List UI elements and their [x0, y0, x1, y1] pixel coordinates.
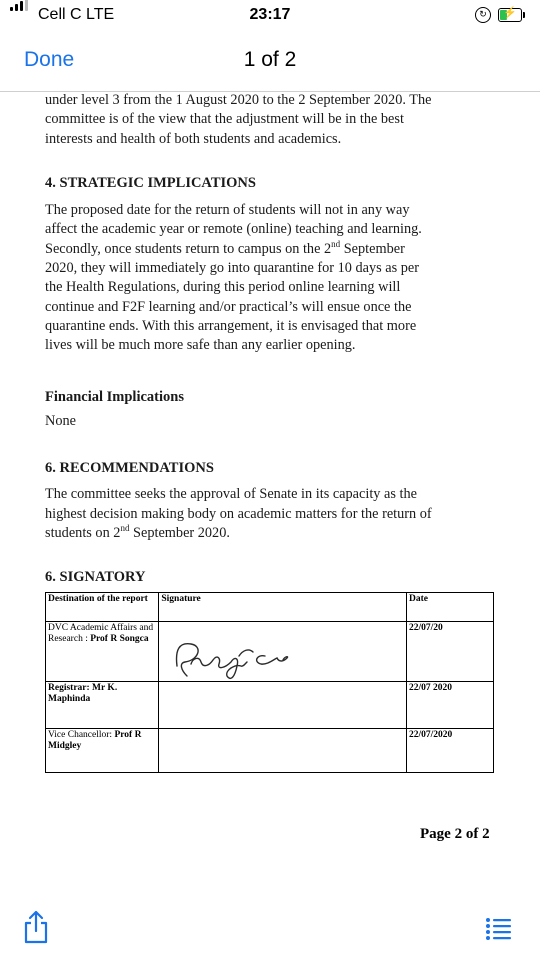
- carrier-label: Cell C LTE: [38, 6, 115, 23]
- financial-heading: Financial Implications: [45, 388, 184, 405]
- battery-charging-icon: ⚡: [498, 8, 522, 22]
- table-cell-destination: Registrar: Mr K. Maphinda: [46, 682, 159, 729]
- handwritten-signature: [169, 636, 349, 686]
- table-cell-signature: [159, 682, 407, 729]
- table-cell-date: 22/07/20: [407, 622, 494, 682]
- intro-line: committee is of the view that the adjustment will be in the best: [45, 111, 404, 128]
- table-cell-destination: Vice Chancellor: Prof R Midgley: [46, 729, 159, 773]
- strategic-line: Secondly, once students return to campus on the 2nd September: [45, 239, 405, 257]
- orientation-lock-icon: ↻: [475, 7, 491, 23]
- status-bar: [0, 0, 540, 32]
- share-icon[interactable]: [22, 910, 50, 944]
- table-cell-date: 22/07 2020: [407, 682, 494, 729]
- recommendations-heading: 6. RECOMMENDATIONS: [45, 460, 214, 477]
- document-page: [45, 91, 505, 588]
- recommendation-line: The committee seeks the approval of Senate in its capacity as the: [45, 486, 417, 503]
- signatory-table: [45, 592, 494, 773]
- strategic-line: the Health Regulations, during this period online learning will: [45, 279, 401, 296]
- table-row: [46, 729, 494, 773]
- strategic-line: continue and F2F learning and/or practical’s will ensue once the: [45, 298, 412, 315]
- signatory-heading: 6. SIGNATORY: [45, 569, 146, 586]
- financial-text: None: [45, 412, 76, 429]
- bottom-toolbar: [0, 896, 540, 960]
- list-icon[interactable]: [485, 916, 513, 942]
- table-cell-date: 22/07/2020: [407, 729, 494, 773]
- recommendation-line: students on 2nd September 2020.: [45, 523, 230, 542]
- status-time: 23:17: [249, 6, 291, 23]
- intro-line: interests and health of both students and academics.: [45, 130, 342, 147]
- strategic-heading: 4. STRATEGIC IMPLICATIONS: [45, 174, 256, 191]
- table-cell-signature: [159, 729, 407, 773]
- table-header-destination: Destination of the report: [46, 593, 159, 622]
- page-footer: Page 2 of 2: [420, 826, 490, 842]
- strategic-line: quarantine ends. With this arrangement, it is envisaged that more: [45, 317, 417, 334]
- strategic-line: 2020, they will immediately go into quarantine for 10 days as per: [45, 260, 420, 277]
- strategic-line: affect the academic year or remote (online) teaching and learning.: [45, 221, 422, 238]
- table-row: [46, 593, 494, 622]
- done-button[interactable]: Done: [24, 48, 75, 71]
- table-row: [46, 622, 494, 682]
- recommendation-line: highest decision making body on academic matters for the return of: [45, 505, 432, 522]
- table-cell-destination: DVC Academic Affairs and Research : Prof R Songca: [46, 622, 159, 682]
- table-header-date: Date: [407, 593, 494, 622]
- battery-tip: [523, 12, 525, 18]
- strategic-line: The proposed date for the return of students will not in any way: [45, 202, 410, 219]
- intro-line: under level 3 from the 1 August 2020 to the 2 September 2020. The: [45, 92, 432, 108]
- table-row: [46, 682, 494, 729]
- table-cell-signature: [159, 622, 407, 682]
- table-header-signature: Signature: [159, 593, 407, 622]
- page-indicator: 1 of 2: [243, 48, 297, 71]
- strategic-line: lives will be much more safe than any earlier opening.: [45, 337, 356, 354]
- viewer-nav-bar: [0, 40, 540, 86]
